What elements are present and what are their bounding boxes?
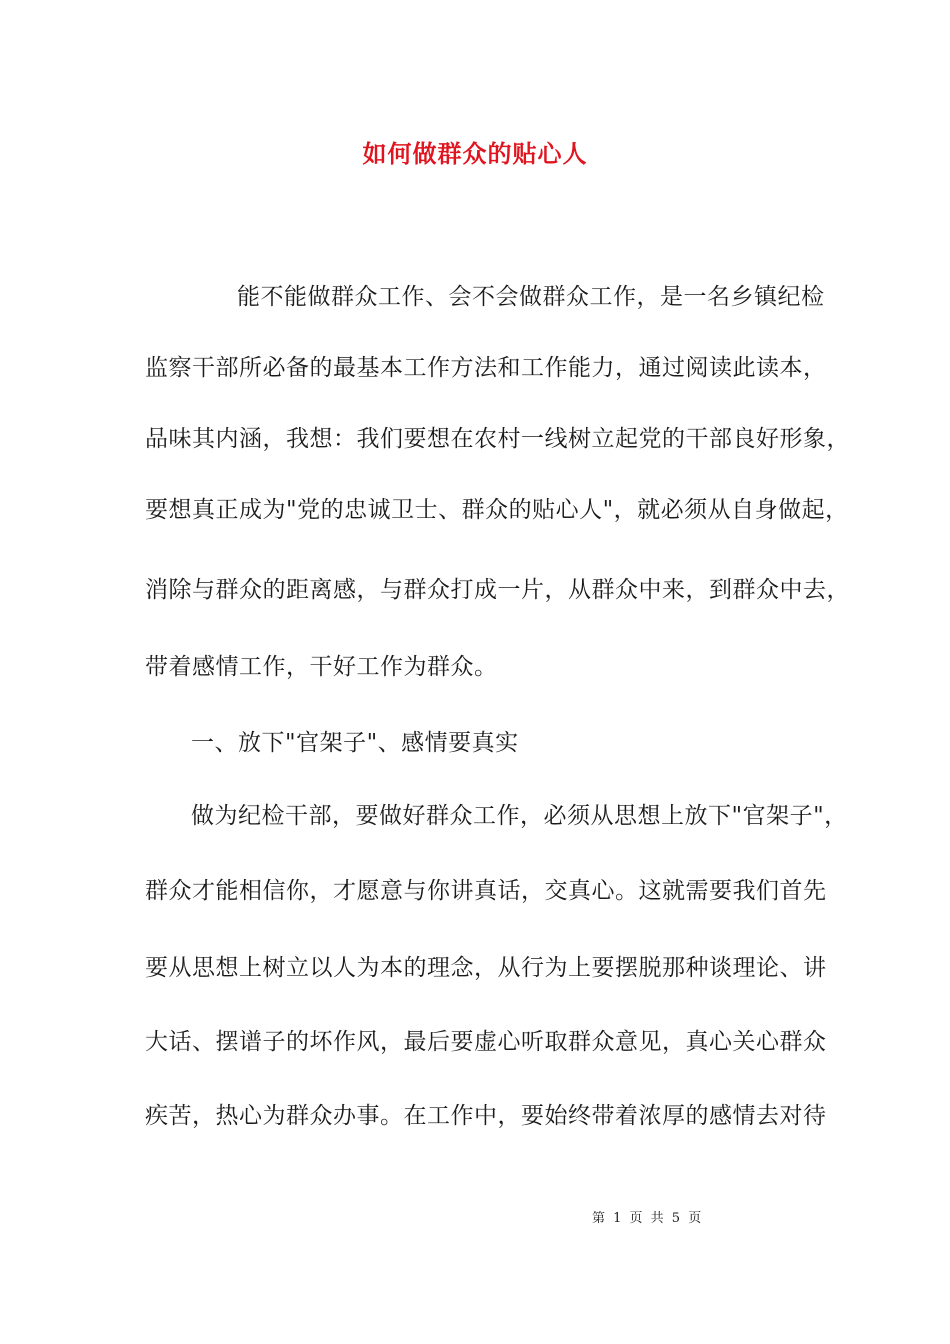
section-heading-1: 一、放下"官架子"、感情要真实 — [191, 730, 519, 756]
body-line-11: 大话、摆谱子的坏作风，最后要虚心听取群众意见，真心关心群众 — [145, 1029, 827, 1055]
body-line-5: 消除与群众的距离感，与群众打成一片，从群众中来，到群众中去， — [145, 577, 850, 603]
body-line-1: 能不能做群众工作、会不会做群众工作，是一名乡镇纪检 — [237, 284, 825, 310]
page-number: 第 1 页 共 5 页 — [592, 1211, 704, 1226]
body-line-2: 监察干部所必备的最基本工作方法和工作能力，通过阅读此读本， — [145, 355, 827, 381]
body-line-9: 群众才能相信你，才愿意与你讲真话，交真心。这就需要我们首先 — [145, 878, 827, 904]
body-line-4: 要想真正成为"党的忠诚卫士、群众的贴心人"，就必须从自身做起， — [145, 497, 849, 523]
body-line-6: 带着感情工作，干好工作为群众。 — [145, 654, 498, 680]
body-line-12: 疾苦，热心为群众办事。在工作中，要始终带着浓厚的感情去对待 — [145, 1103, 827, 1129]
body-line-3: 品味其内涵，我想：我们要想在农村一线树立起党的干部良好形象， — [145, 426, 850, 452]
document-title: 如何做群众的贴心人 — [362, 139, 588, 168]
body-line-8: 做为纪检干部，要做好群众工作，必须从思想上放下"官架子"， — [191, 803, 848, 829]
page-footer — [0, 1210, 950, 1230]
body-line-10: 要从思想上树立以人为本的理念，从行为上要摆脱那种谈理论、讲 — [145, 955, 827, 981]
